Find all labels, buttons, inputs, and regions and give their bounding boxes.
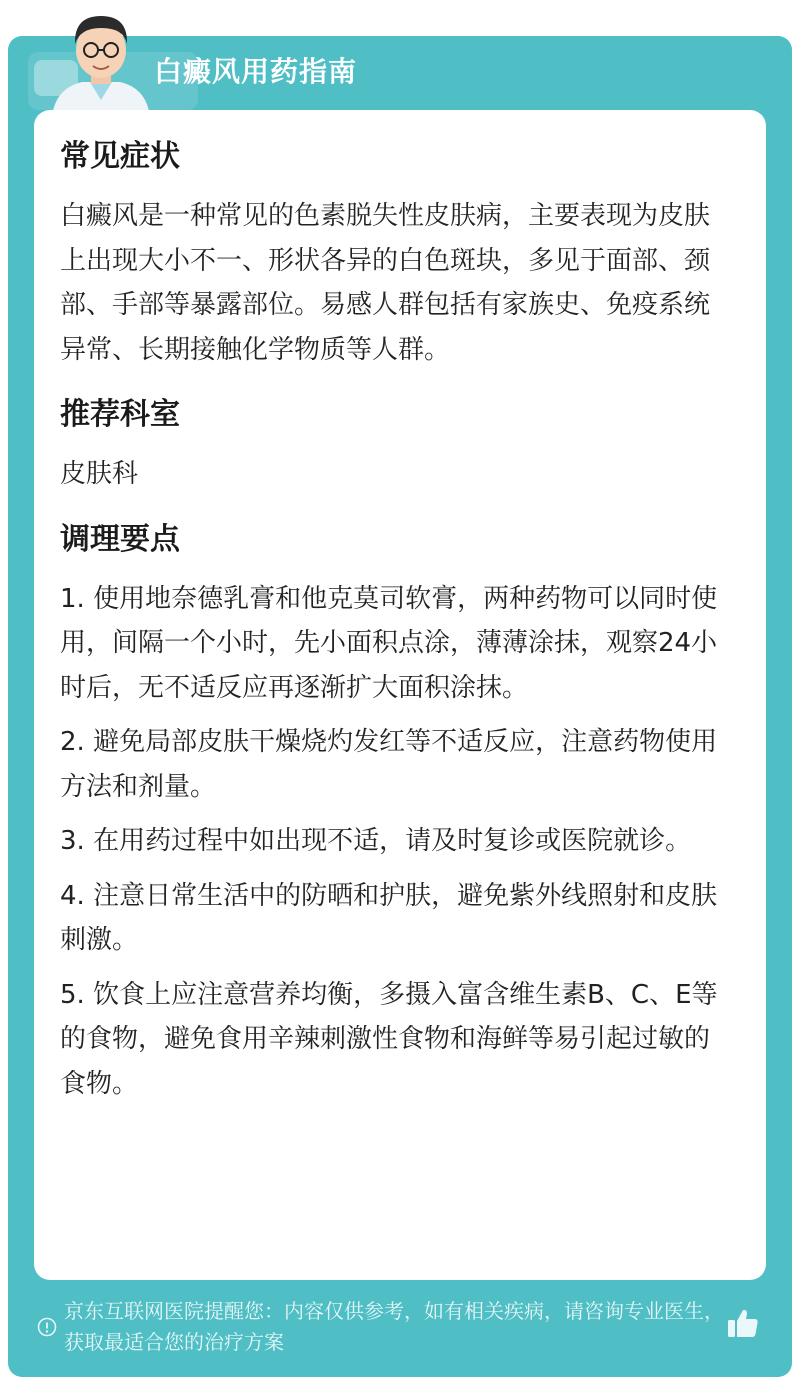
symptoms-text: 白癜风是一种常见的色素脱失性皮肤病，主要表现为皮肤上出现大小不一、形状各异的白色斑块，多见于面部、颈部、手部等暴露部位。易感人群包括有家族史、免疫系统异常、长期接触化学物质等人群。	[60, 201, 711, 365]
content-body	[60, 134, 730, 1106]
care-item: 4. 注意日常生活中的防晒和护肤，避免紫外线照射和皮肤刺激。	[60, 880, 718, 955]
info-icon	[36, 1316, 58, 1338]
footer-notice: 京东互联网医院提醒您：内容仅供参考，如有相关疾病，请咨询专业医生，获取最适合您的治疗方案	[64, 1299, 724, 1354]
section-heading-symptoms: 常见症状	[60, 139, 180, 174]
care-item: 5. 饮食上应注意营养均衡，多摄入富含维生素B、C、E等的食物，避免食用辛辣刺激性食物和海鲜等易引起过敏的食物。	[60, 979, 718, 1099]
care-item: 2. 避免局部皮肤干燥烧灼发红等不适反应，注意药物使用方法和剂量。	[60, 727, 718, 802]
section-heading-care: 调理要点	[60, 521, 180, 557]
page-title: 白癜风用药指南	[154, 55, 358, 88]
doctor-avatar-icon	[46, 4, 156, 116]
care-item: 3. 在用药过程中如出现不适，请及时复诊或医院就诊。	[60, 826, 692, 856]
section-heading-department: 推荐科室	[60, 397, 180, 432]
content-panel	[34, 110, 766, 1280]
care-item: 1. 使用地奈德乳膏和他克莫司软膏，两种药物可以同时使用，间隔一个小时，先小面积点涂，薄薄涂抹，观察24小时后，无不适反应再逐渐扩大面积涂抹。	[60, 583, 718, 703]
thumbs-up-icon[interactable]	[724, 1304, 762, 1342]
department-text: 皮肤科	[60, 459, 139, 489]
